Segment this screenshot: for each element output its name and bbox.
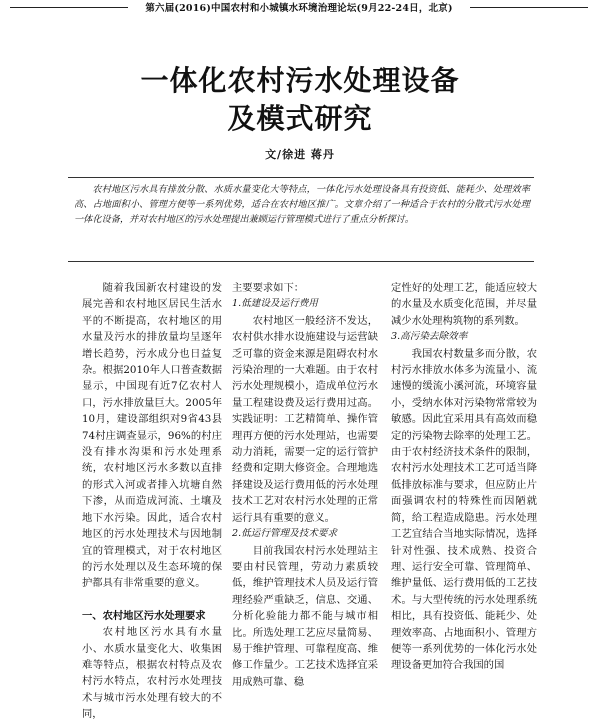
section-heading-1: 一、农村地区污水处理要求 [82,609,206,622]
article-title [60,62,540,138]
paragraph-subsection-3: 我国农村数量多而分散，农村污水排放水体多为流量小、流速慢的缓流小溪河流，环境容量小，受纳水体对污染物常常较为敏感。因此宜采用具有高效而稳定的污染物去除率的处理工艺。由于农村经济技术条件的限制，农村污水处理技术工艺可适当降低排放标准与要求，但应防止片面强调农村的特殊性而因陋就简，给工程造成隐患。污水处理工艺宜结合当地实际情况，选择针对性强、技术成熟、投资合理、运行安全可靠、管理简单、维护量低、运行费用低的工艺技术。与大型传统的污水处理系统相比，具有投资低、能耗少、处理效率高、占地面积小、管理方便等一系列优势的一体化污水处理设备更加符合我国的国 [391,347,537,672]
article-title-line-1: 一体化农村污水处理设备 [140,64,460,97]
article-authors: 文/徐进 蒋丹 [265,148,335,161]
article-title-line-2: 及模式研究 [227,102,373,135]
paragraph-intro: 随着我国新农村建设的发展完善和农村地区居民生活水平的不断提高，农村地区的用水量及污水的排放量均呈逐年增长趋势，污水成分也日益复杂。根据2010年人口普查数据显示，中国现有近7亿农村人口，污水排放量巨大。2005年10月，建设部组织对9省43县74村庄调查显示，96%的村庄没有排水沟渠和污水处理系统，农村地区污水多数以直排的形式入河或者排入坑塘自然下渗，从而造成河流、土壤及地下水污染。因此，适合农村地区的污水处理技术与因地制宜的管理模式，对于农村地区的污水处理以及生态环境的保护都具有非常重要的意义。 [82,282,222,590]
abstract-text: 农村地区污水具有排放分散、水质水量变化大等特点，一体化污水处理设备具有投资低、能耗少、处理效率高、占地面积小、管理方便等一系列优势，适合在农村地区推广。文章介绍了一种适合于农村的分散式污水处理一体化设备，并对农村地区的污水处理提出兼顾运行管理模式进行了重点分析探讨。 [74,184,530,225]
paragraph-subsection-1: 农村地区一般经济不发达，农村供水排水设施建设与运营缺乏可靠的资金来源是阻碍农村水污染治理的一大难题。由于农村污水处理规模小，造成单位污水量工程建设费及运行费用过高。实践证明：工艺精简单、操作管理再方便的污水处理站，也需要动力消耗，需要一定的运行管护经费和定期大修资金。合理地选择建设及运行费用低的污水处理技术工艺对农村污水处理的正常运行具有重要的意义。 [232,314,378,524]
column-2 [232,280,378,690]
header-title: 第六届(2016)中国农村和小城镇水环境治理论坛(9月22-24日，北京) [145,3,453,14]
paragraph-requirements-intro: 主要要求如下： [232,282,305,294]
spacer [82,592,222,608]
column-3 [391,280,537,674]
subheading-2: 2.低运行管理及技术要求 [232,528,338,540]
paragraph-subsection-2: 目前我国农村污水处理站主要由村民管理，劳动力素质较低，维护管理技术人员及运行管理经验严重缺乏，信息、交通、分析化验能力都不能与城市相比。所选处理工艺应尽量简易、易于维护管理、可靠程度高、维修工作量少。工艺技术选择宜采用成熟可靠、稳 [232,544,378,688]
header-rule-left [10,7,128,8]
column-1 [82,280,222,723]
paragraph-section-1: 农村地区污水具有水量小、水质水量变化大、收集困难等特点，根据农村特点及农村污水特点，农村污水处理技术与城市污水处理有较大的不同， [82,626,222,721]
subheading-3: 3.高污染去除效率 [391,331,468,343]
subheading-1: 1.低建设及运行费用 [232,298,318,310]
header-rule-right [470,7,588,8]
paragraph-continued: 定性好的处理工艺，能适应较大的水量及水质变化范围，并尽量减少水处理构筑物的系列数。 [391,282,537,327]
running-header [0,0,600,14]
